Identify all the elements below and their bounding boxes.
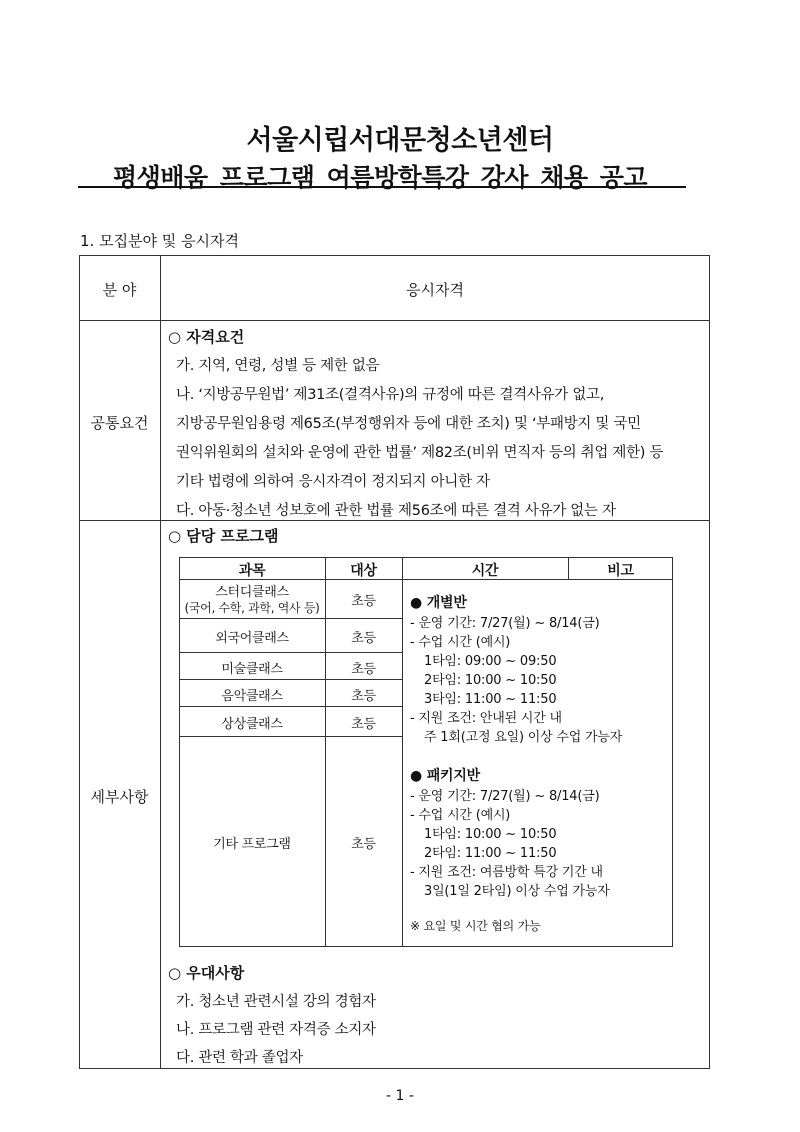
time-line: - 운영 기간: 7/27(월) ~ 8/14(금) [410, 616, 600, 631]
page-subtitle: 평생배움 프로그램 여름방학특강 강사 채용 공고 [112, 163, 648, 192]
preference-line: 가. 청소년 관련시설 강의 경험자 [176, 994, 376, 1010]
common-line: 나. ‘지방공무원법’ 제31조(결격사유)의 규정에 따른 결격사유가 없고, [176, 387, 605, 403]
program-row-divider [179, 618, 402, 619]
header-qualification: 응시자격 [406, 281, 464, 299]
page-title: 서울시립서대문청소년센터 [246, 125, 554, 156]
time-line: - 지원 조건: 여름방학 특강 기간 내 [410, 865, 603, 880]
program-subject: 상상클래스 [221, 717, 283, 732]
preference-line: 나. 프로그램 관련 자격증 소지자 [176, 1022, 376, 1038]
time-line: 2타임: 10:00 ~ 10:50 [424, 673, 557, 688]
table-row-divider [79, 520, 710, 521]
program-header-target: 대상 [350, 563, 377, 579]
program-subject: 음악클래스 [221, 689, 283, 704]
program-row-divider [179, 706, 402, 707]
program-header-time: 시간 [471, 563, 499, 579]
program-target: 초등 [351, 594, 376, 609]
time-line: 3일(1일 2타임) 이상 수업 가능자 [424, 884, 610, 899]
program-row-divider [179, 736, 402, 737]
time-line: - 운영 기간: 7/27(월) ~ 8/14(금) [410, 789, 600, 804]
program-header-note: 비고 [607, 563, 634, 579]
program-target: 초등 [351, 837, 376, 852]
page-number: - 1 - [386, 1088, 414, 1104]
program-target: 초등 [351, 717, 376, 732]
time-line: - 지원 조건: 안내된 시간 내 [410, 711, 562, 726]
table-row-divider [79, 320, 710, 321]
time-line: 3타임: 11:00 ~ 11:50 [424, 692, 557, 707]
program-subject: 스터디클래스 [215, 585, 289, 600]
program-row-divider [179, 679, 402, 680]
program-target: 초등 [351, 689, 376, 704]
program-subject: 기타 프로그램 [213, 837, 291, 852]
program-subject-detail: (국어, 수학, 과학, 역사 등) [184, 601, 320, 615]
program-target: 초등 [351, 631, 376, 646]
table-column-divider [160, 255, 161, 1069]
time-group-heading: ● 패키지반 [410, 768, 480, 784]
section-heading: 1. 모집분야 및 응시자격 [80, 232, 240, 250]
time-line: 주 1회(고정 요일) 이상 수업 가능자 [424, 730, 623, 745]
time-line: 2타임: 11:00 ~ 11:50 [424, 846, 557, 861]
preference-line: 다. 관련 학과 졸업자 [176, 1050, 303, 1066]
common-heading: ○ 자격요건 [168, 328, 245, 346]
row-label-common: 공통요건 [90, 414, 149, 432]
title-underline [78, 186, 686, 188]
time-line: - 수업 시간 (예시) [410, 808, 511, 823]
time-note: ※ 요일 및 시간 협의 가능 [410, 919, 541, 933]
header-field: 분 야 [102, 281, 137, 299]
program-subject: 미술클래스 [221, 662, 283, 677]
program-heading: ○ 담당 프로그램 [168, 527, 279, 545]
common-line: 권익위원회의 설치와 운영에 관한 법률’ 제82조(비위 면직자 등의 취업 제한) 등 [176, 445, 664, 461]
time-line: - 수업 시간 (예시) [410, 635, 511, 650]
time-line: 1타임: 10:00 ~ 10:50 [424, 827, 557, 842]
program-target: 초등 [351, 662, 376, 677]
common-line: 지방공무원임용령 제65조(부정행위자 등에 대한 조치) 및 ‘부패방지 및 국민 [176, 416, 641, 432]
program-header-subject: 과목 [238, 563, 266, 579]
common-line: 기타 법령에 의하여 응시자격이 정지되지 아니한 자 [176, 474, 490, 490]
program-subject: 외국어클래스 [215, 631, 289, 646]
time-line: 1타임: 09:00 ~ 09:50 [424, 654, 557, 669]
program-table-divider [402, 557, 403, 947]
common-line: 가. 지역, 연령, 성별 등 제한 없음 [176, 358, 380, 374]
time-group-heading: ● 개별반 [410, 595, 467, 611]
row-label-detail: 세부사항 [90, 788, 149, 806]
common-line: 다. 아동·청소년 성보호에 관한 법률 제56조에 따른 결격 사유가 없는 자 [176, 503, 616, 519]
program-table-divider [325, 557, 326, 947]
program-row-divider [179, 652, 402, 653]
preference-heading: ○ 우대사항 [168, 964, 245, 982]
